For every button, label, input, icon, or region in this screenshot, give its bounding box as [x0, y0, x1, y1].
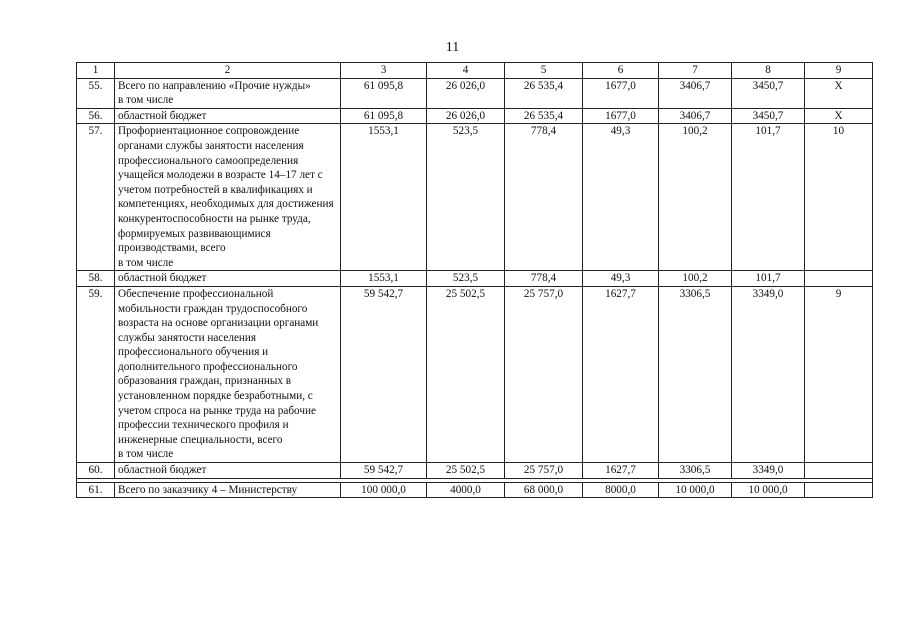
row-value-c9 — [805, 271, 873, 287]
row-value-c8: 10 000,0 — [732, 482, 805, 498]
header-cell-4: 4 — [427, 63, 505, 79]
row-value-c7: 3406,7 — [659, 108, 732, 124]
table-row — [77, 286, 873, 462]
row-value-c8: 3349,0 — [732, 463, 805, 479]
row-value-c6: 1627,7 — [583, 286, 659, 462]
table-row — [77, 78, 873, 108]
row-number: 56. — [77, 108, 115, 124]
row-value-c7: 10 000,0 — [659, 482, 732, 498]
row-number: 55. — [77, 78, 115, 108]
row-value-c6: 49,3 — [583, 271, 659, 287]
row-value-c4: 26 026,0 — [427, 108, 505, 124]
row-value-c9: Х — [805, 108, 873, 124]
row-value-c3: 59 542,7 — [341, 286, 427, 462]
row-value-c3: 61 095,8 — [341, 108, 427, 124]
row-value-c6: 1677,0 — [583, 108, 659, 124]
row-number: 57. — [77, 124, 115, 271]
table-row — [77, 463, 873, 479]
header-cell-7: 7 — [659, 63, 732, 79]
row-value-c7: 3406,7 — [659, 78, 732, 108]
row-number: 61. — [77, 482, 115, 498]
row-description: областной бюджет — [115, 108, 341, 124]
table-row — [77, 108, 873, 124]
table-header-row — [77, 63, 873, 79]
row-description: областной бюджет — [115, 463, 341, 479]
row-number: 58. — [77, 271, 115, 287]
row-value-c3: 61 095,8 — [341, 78, 427, 108]
row-value-c3: 1553,1 — [341, 124, 427, 271]
row-value-c5: 25 757,0 — [505, 286, 583, 462]
row-value-c7: 3306,5 — [659, 286, 732, 462]
row-value-c9: Х — [805, 78, 873, 108]
row-description: Обеспечение профессиональной мобильности граждан трудоспособного возраста на основе организации органами службы занятости населения профессионального обучения и дополнительного профессионального образования граждан, признанных в установленном порядке безработными, с учетом спроса на рынке труда на рабочие профессии технического профиля и инженерные специальности, всего в том числе — [115, 286, 341, 462]
row-value-c8: 3450,7 — [732, 78, 805, 108]
row-value-c8: 3450,7 — [732, 108, 805, 124]
row-value-c9: 10 — [805, 124, 873, 271]
header-cell-1: 1 — [77, 63, 115, 79]
row-value-c5: 68 000,0 — [505, 482, 583, 498]
row-value-c7: 3306,5 — [659, 463, 732, 479]
row-value-c5: 25 757,0 — [505, 463, 583, 479]
row-value-c4: 25 502,5 — [427, 463, 505, 479]
row-value-c4: 523,5 — [427, 124, 505, 271]
row-value-c5: 26 535,4 — [505, 78, 583, 108]
header-cell-2: 2 — [115, 63, 341, 79]
row-value-c9 — [805, 482, 873, 498]
row-value-c7: 100,2 — [659, 124, 732, 271]
row-value-c3: 1553,1 — [341, 271, 427, 287]
row-description: областной бюджет — [115, 271, 341, 287]
budget-table — [76, 62, 873, 498]
row-value-c5: 26 535,4 — [505, 108, 583, 124]
row-value-c4: 26 026,0 — [427, 78, 505, 108]
row-description: Всего по заказчику 4 – Министерству — [115, 482, 341, 498]
row-number: 59. — [77, 286, 115, 462]
row-value-c8: 101,7 — [732, 271, 805, 287]
header-cell-8: 8 — [732, 63, 805, 79]
header-cell-9: 9 — [805, 63, 873, 79]
row-value-c8: 3349,0 — [732, 286, 805, 462]
row-value-c3: 59 542,7 — [341, 463, 427, 479]
header-cell-6: 6 — [583, 63, 659, 79]
header-cell-3: 3 — [341, 63, 427, 79]
row-value-c9: 9 — [805, 286, 873, 462]
row-value-c9 — [805, 463, 873, 479]
row-value-c4: 523,5 — [427, 271, 505, 287]
row-value-c4: 25 502,5 — [427, 286, 505, 462]
row-description: Всего по направлению «Прочие нужды» в том числе — [115, 78, 341, 108]
row-value-c6: 1627,7 — [583, 463, 659, 479]
row-value-c6: 49,3 — [583, 124, 659, 271]
table-row — [77, 271, 873, 287]
row-description: Профориентационное сопровождение органами службы занятости населения профессионального самоопределения учащейся молодежи в возрасте 14–17 лет с учетом потребностей в квалификациях и компетенциях, необходимых для достижения конкурентоспособности на рынке труда, формируемых развивающимися производствами, всего в том числе — [115, 124, 341, 271]
row-value-c5: 778,4 — [505, 271, 583, 287]
header-cell-5: 5 — [505, 63, 583, 79]
row-value-c5: 778,4 — [505, 124, 583, 271]
row-value-c3: 100 000,0 — [341, 482, 427, 498]
table-row — [77, 482, 873, 498]
row-value-c8: 101,7 — [732, 124, 805, 271]
page-number: 11 — [445, 40, 460, 55]
table-row — [77, 124, 873, 271]
row-number: 60. — [77, 463, 115, 479]
row-value-c6: 1677,0 — [583, 78, 659, 108]
row-value-c7: 100,2 — [659, 271, 732, 287]
row-value-c4: 4000,0 — [427, 482, 505, 498]
row-value-c6: 8000,0 — [583, 482, 659, 498]
